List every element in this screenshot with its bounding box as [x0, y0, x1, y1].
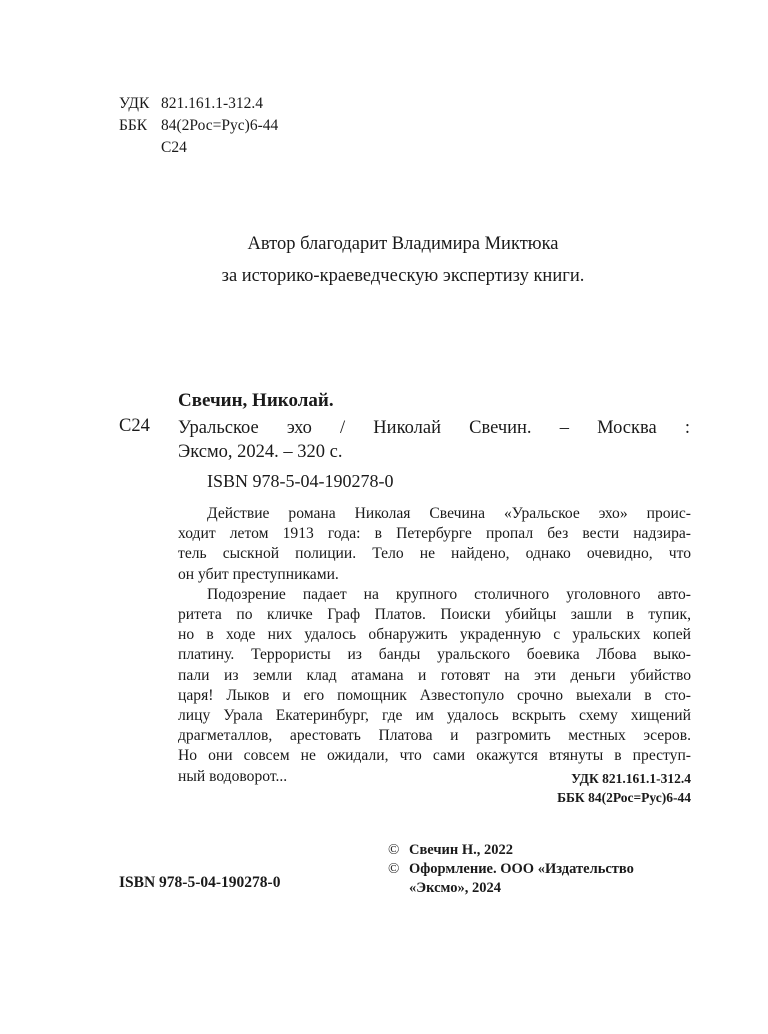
footer-isbn: ISBN 978-5-04-190278-0 [119, 874, 281, 891]
annotation-line: ходит летом 1913 года: в Петербурге пропал без вести надзира- [178, 525, 691, 543]
annotation-line: царя! Лыков и его помощник Азвестопуло срочно выехали в сто- [178, 686, 691, 704]
classification-codes-right [420, 769, 691, 807]
udk-label: УДК [119, 95, 150, 112]
copyright-author: Свечин Н., 2022 [409, 842, 514, 858]
title-statement [178, 416, 690, 464]
copyright-design-continued: «Эксмо», 2024 [409, 880, 501, 896]
annotation-line: пали из земли клад атамана и готовят на эти деньги убийство [178, 666, 691, 684]
title-line-1: Уральское эхо / Николай Свечин. – Москва : [178, 418, 690, 438]
bbk-value: 84(2Рос=Рус)6-44 [161, 117, 279, 134]
annotation-line: он убит преступниками. [178, 565, 339, 583]
acknowledgement-line-2: за историко-краеведческую экспертизу книги. [221, 266, 585, 286]
annotation-line: драгметаллов, арестовать Платова и разгромить местных эсеров. [178, 727, 691, 745]
copyright-design: Оформление. ООО «Издательство [409, 861, 634, 877]
annotation-line: платину. Террористы из банды уральского боевика Лбова выко- [178, 646, 691, 664]
annotation-line: Действие романа Николая Свечина «Уральское эхо» проис- [207, 505, 691, 522]
udk-code-right: УДК 821.161.1-312.4 [571, 771, 691, 786]
author-heading: Свечин, Николай. [178, 390, 334, 411]
copyright-block [388, 841, 634, 898]
annotation [178, 504, 691, 787]
annotation-line: Но они совсем не ожидали, что сами окажутся втянуты в преступ- [178, 747, 691, 765]
cutter-code: С24 [161, 139, 187, 156]
bbk-label: ББК [119, 117, 148, 134]
udk-row [119, 93, 278, 115]
bbk-code-right: ББК 84(2Рос=Рус)6-44 [557, 790, 691, 805]
copyright-icon: © [388, 861, 400, 877]
annotation-line: ритета по кличке Граф Платов. Поиски убийцы зашли в тупик, [178, 606, 691, 624]
annotation-line: Подозрение падает на крупного столичного уголовного авто- [207, 585, 691, 603]
title-line-2: Эксмо, 2024. – 320 с. [178, 442, 343, 462]
catalog-cutter: С24 [119, 416, 150, 436]
copyright-icon: © [388, 842, 400, 858]
annotation-line: тель сыскной полиции. Тело не найдено, однако очевидно, что [178, 545, 691, 563]
classification-block [119, 93, 278, 159]
acknowledgement [120, 228, 686, 292]
annotation-line: ный водоворот... [178, 767, 288, 785]
udk-value: 821.161.1-312.4 [161, 95, 264, 112]
bbk-row [119, 115, 278, 137]
copyright-row-author [388, 841, 634, 860]
annotation-line: лицу Урала Екатеринбург, где им удалось вскрыть схему хищений [178, 707, 691, 725]
copyright-row-design [388, 860, 634, 879]
catalog-isbn: ISBN 978-5-04-190278-0 [207, 471, 394, 491]
acknowledgement-line-1: Автор благодарит Владимира Миктюка [247, 234, 559, 254]
annotation-line: но в ходе них удалось обнаружить украденную с уральских копей [178, 626, 691, 644]
